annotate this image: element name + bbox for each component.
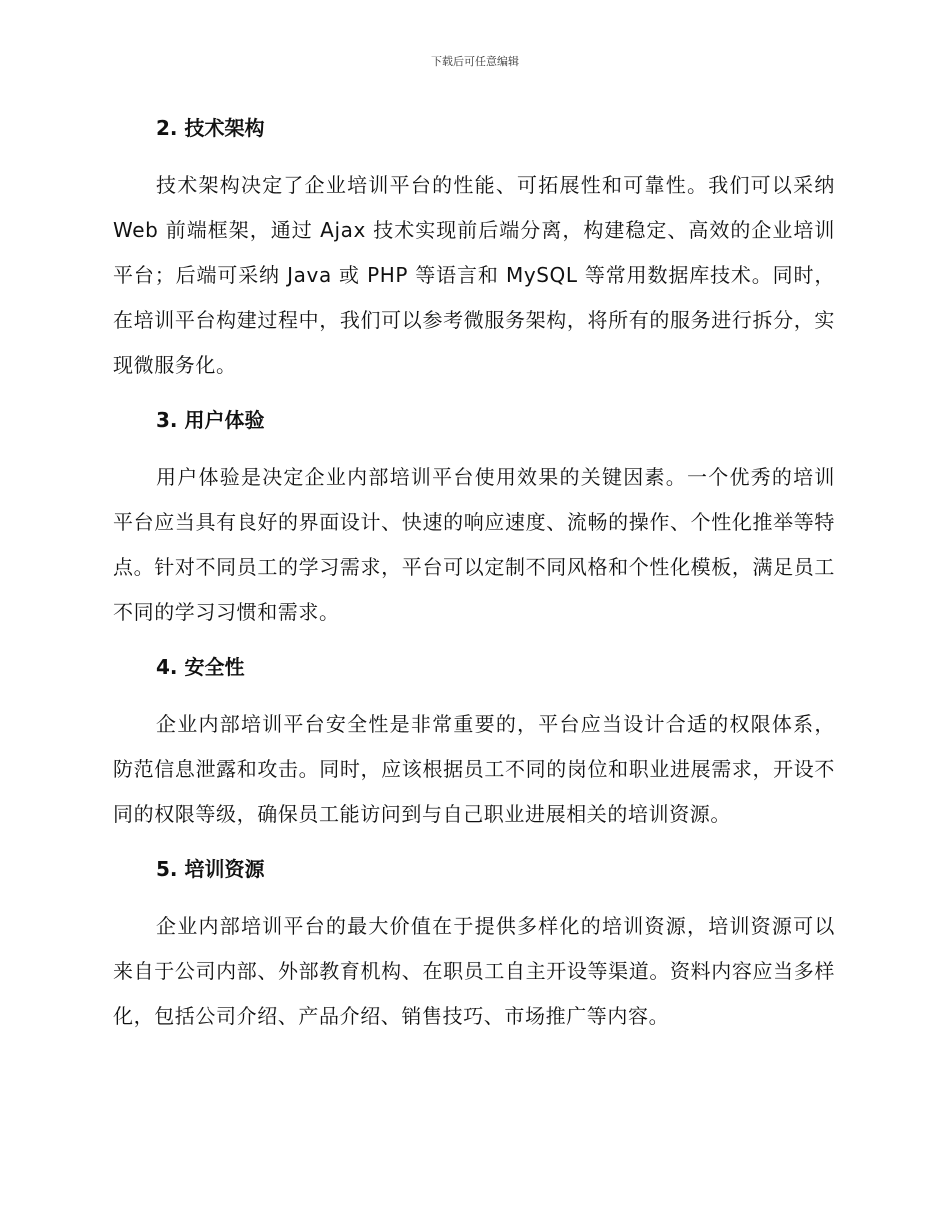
document-body — [113, 112, 835, 1055]
section-heading: 3. 用户体验 — [156, 408, 265, 432]
section-training-resources — [113, 853, 835, 1039]
section-user-experience — [113, 404, 835, 635]
page-header: 下载后可任意编辑 — [431, 55, 519, 68]
section-paragraph: 技术架构决定了企业培训平台的性能、可拓展性和可靠性。我们可以采纳 Web 前端框架，通过 Ajax 技术实现前后端分离，构建稳定、高效的企业培训平台；后端可采纳 Java 或 PHP 等语言和 MySQL 等常用数据库技术。同时，在培训平台构建过程中，我们可以参考微服务架构，将所有的服务进行拆分，实现微服务化。 — [113, 173, 835, 377]
section-heading: 5. 培训资源 — [156, 857, 265, 881]
section-security — [113, 651, 835, 837]
section-heading: 4. 安全性 — [156, 655, 245, 679]
section-paragraph: 用户体验是决定企业内部培训平台使用效果的关键因素。一个优秀的培训平台应当具有良好的界面设计、快速的响应速度、流畅的操作、个性化推举等特点。针对不同员工的学习需求，平台可以定制不同风格和个性化模板，满足员工不同的学习习惯和需求。 — [113, 465, 835, 624]
section-technical-architecture — [113, 112, 835, 388]
section-heading: 2. 技术架构 — [156, 116, 265, 140]
section-paragraph: 企业内部培训平台的最大价值在于提供多样化的培训资源，培训资源可以来自于公司内部、外部教育机构、在职员工自主开设等渠道。资料内容应当多样化，包括公司介绍、产品介绍、销售技巧、市场推广等内容。 — [113, 914, 835, 1028]
section-paragraph: 企业内部培训平台安全性是非常重要的，平台应当设计合适的权限体系，防范信息泄露和攻击。同时，应该根据员工不同的岗位和职业进展需求，开设不同的权限等级，确保员工能访问到与自己职业进展相关的培训资源。 — [113, 712, 835, 826]
